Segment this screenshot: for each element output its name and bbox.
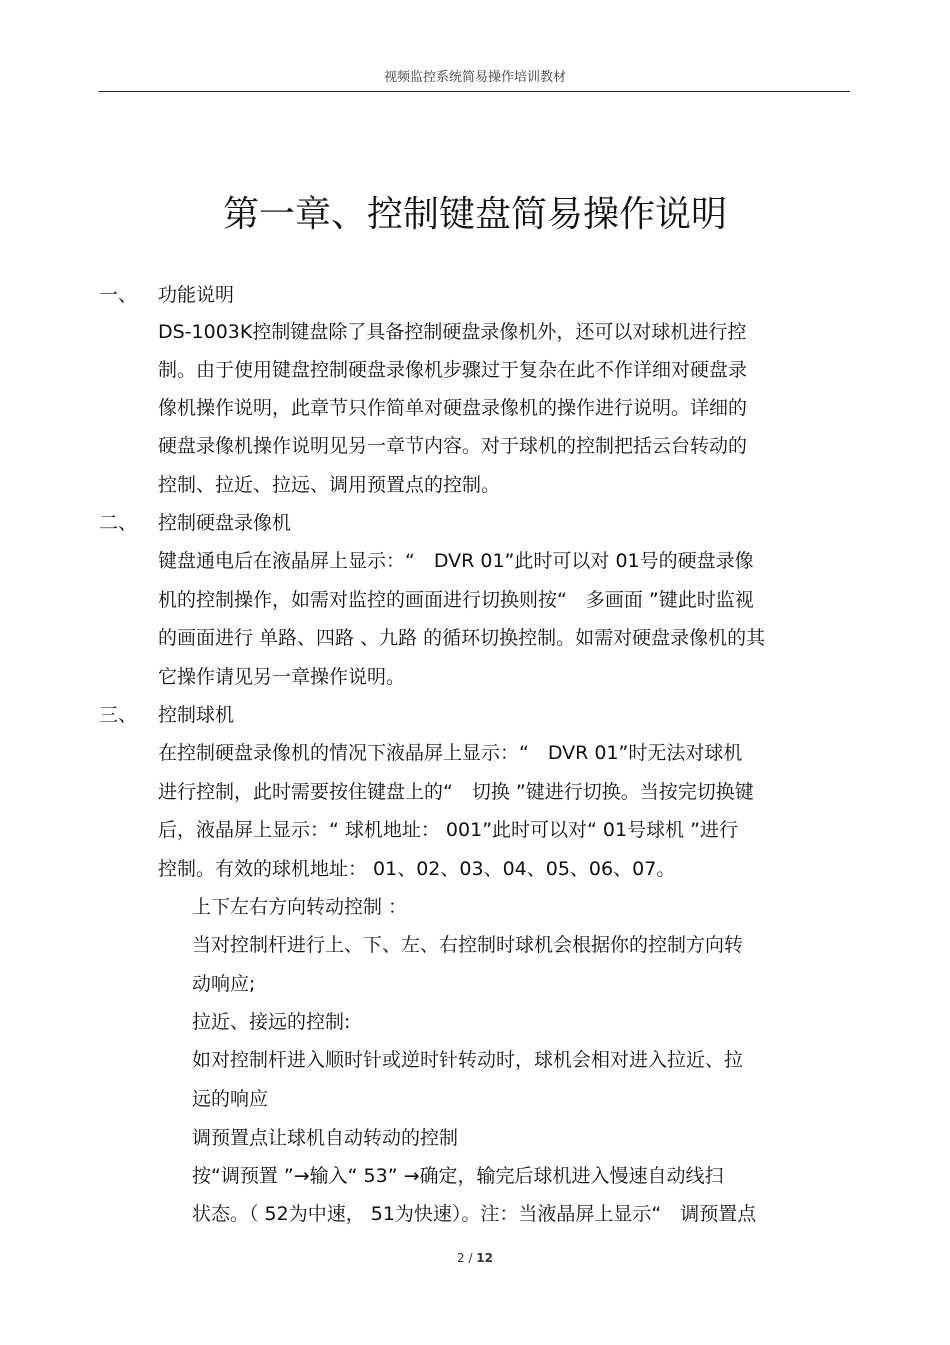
- sub-heading: 调预置点让球机自动转动的控制: [192, 1127, 459, 1149]
- section-heading: 功能说明: [158, 284, 235, 306]
- section-heading: 控制球机: [158, 704, 235, 726]
- section-number: 二、: [99, 512, 138, 534]
- page-separator: /: [464, 1251, 477, 1265]
- paragraph-line: 控制、拉近、拉远、调用预置点的控制。: [158, 474, 501, 496]
- paragraph-line: 在控制硬盘录像机的情况下液晶屏上显示：“ DVR 01”时无法对球机: [158, 742, 743, 764]
- running-header: 视频监控系统简易操作培训教材: [383, 70, 566, 85]
- paragraph-line: 后，液晶屏上显示：“ 球机地址： 001”此时可以对“ 01号球机 ”进行: [158, 819, 738, 841]
- sub-paragraph-line: 当对控制杆进行上、下、左、右控制时球机会根据你的控制方向转: [192, 934, 744, 956]
- sub-paragraph-line: 状态。（ 52为中速， 51为快速）。注：当液晶屏上显示“ 调预置点: [192, 1203, 757, 1225]
- sub-paragraph-line: 动响应;: [192, 973, 256, 995]
- paragraph-line: 机的控制操作，如需对监控的画面进行切换则按“ 多画面 ”键此时监视: [158, 589, 754, 611]
- paragraph-line: 它操作请见另一章操作说明。: [158, 666, 406, 688]
- paragraph-line: 键盘通电后在液晶屏上显示：“ DVR 01”此时可以对 01号的硬盘录像: [158, 550, 754, 572]
- paragraph-line: 制。由于使用键盘控制硬盘录像机步骤过于复杂在此不作详细对硬盘录: [158, 359, 748, 381]
- sub-heading: 上下左右方向转动控制 ：: [192, 896, 408, 918]
- paragraph-line: 像机操作说明，此章节只作简单对硬盘录像机的操作进行说明。详细的: [158, 397, 748, 419]
- section-number: 一、: [99, 284, 138, 306]
- paragraph-line: 硬盘录像机操作说明见另一章节内容。对于球机的控制把括云台转动的: [158, 435, 748, 457]
- sub-paragraph-line: 远的响应: [192, 1088, 269, 1110]
- page-total: 12: [476, 1251, 493, 1265]
- paragraph-line: 进行控制，此时需要按住键盘上的“ 切换 ”键进行切换。当按完切换键: [158, 781, 754, 803]
- sub-paragraph-line: 如对控制杆进入顺时针或逆时针转动时，球机会相对进入拉近、拉: [192, 1049, 744, 1071]
- page-footer: [0, 1251, 950, 1265]
- paragraph-line: 控制。有效的球机地址： 01、02、03、04、05、06、07。: [158, 858, 676, 880]
- sub-paragraph-line: 按“调预置 ”→输入“ 53” →确定，输完后球机进入慢速自动线扫: [192, 1165, 724, 1187]
- chapter-title: 第一章、控制键盘简易操作说明: [222, 194, 727, 235]
- paragraph-line: 的画面进行 单路、四路 、九路 的循环切换控制。如需对硬盘录像机的其: [158, 627, 766, 649]
- page-number: 2: [456, 1251, 465, 1265]
- section-number: 三、: [99, 704, 138, 726]
- header-rule: [99, 91, 850, 92]
- section-heading: 控制硬盘录像机: [158, 512, 292, 534]
- paragraph-line: DS-1003K控制键盘除了具备控制硬盘录像机外，还可以对球机进行控: [158, 321, 747, 343]
- sub-heading: 拉近、接远的控制:: [192, 1011, 351, 1033]
